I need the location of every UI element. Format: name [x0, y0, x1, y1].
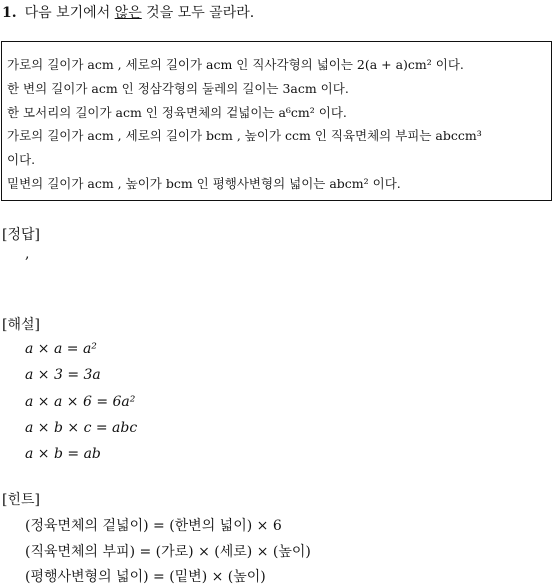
choice-line: 가로의 길이가 acm , 세로의 길이가 bcm , 높이가 ccm 인 직육면체의 부피는 abccm³: [7, 128, 482, 143]
hint-line: (정육면체의 겉넓이) = (한변의 넓이) × 6: [25, 518, 282, 534]
hint-line: (직육면체의 부피) = (가로) × (세로) × (높이): [25, 544, 311, 560]
explanation-line: a × b = ab: [25, 446, 101, 462]
hint-line: (평행사변형의 넓이) = (밑변) × (높이): [25, 569, 266, 585]
question-text-after: 것을 모두 골라라.: [141, 5, 255, 21]
answer-label: [정답]: [2, 227, 40, 243]
choice-line: 한 모서리의 길이가 acm 인 정육면체의 겉넓이는 a⁶cm² 이다.: [7, 105, 347, 120]
explanation-line: a × a × 6 = 6a²: [25, 394, 136, 410]
choice-line: 밑변의 길이가 acm , 높이가 bcm 인 평행사변형의 넓이는 abcm² 이다.: [7, 176, 401, 191]
question-underlined-word: 않은: [114, 5, 142, 21]
explanation-line: a × b × c = abc: [25, 420, 138, 436]
choice-line: 한 변의 길이가 acm 인 정삼각형의 둘레의 길이는 3acm 이다.: [7, 81, 349, 96]
choice-line: 가로의 길이가 acm , 세로의 길이가 acm 인 직사각형의 넓이는 2(a + a)cm² 이다.: [7, 57, 464, 72]
choice-line-continuation: 이다.: [7, 152, 36, 167]
question-number: 1.: [2, 5, 17, 21]
explanation-line: a × 3 = 3a: [25, 367, 101, 383]
hint-label: [힌트]: [2, 492, 40, 508]
question-text-before: 다음 보기에서: [24, 5, 115, 21]
explanation-line: a × a = a²: [25, 341, 97, 357]
question-heading: [2, 2, 254, 22]
choices-box: [1, 41, 552, 201]
answer-value: ,: [25, 246, 30, 262]
explanation-label: [해설]: [2, 317, 40, 333]
